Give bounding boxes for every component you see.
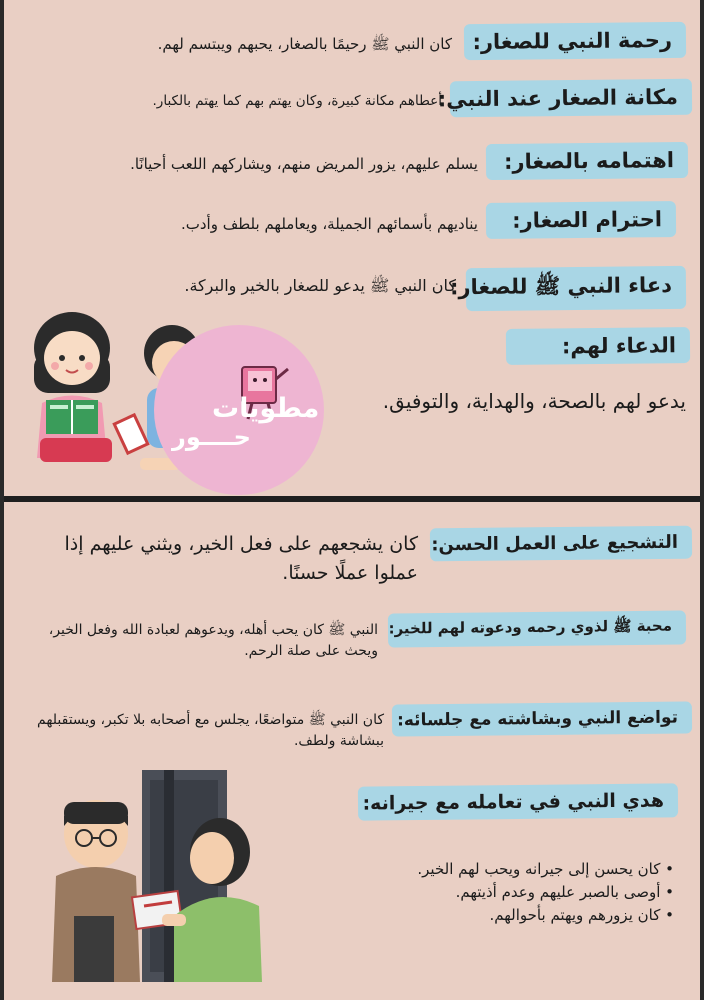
- text-love-for-kin: النبي ﷺ كان يحب أهله، ويدعوهم لعبادة الله وفعل الخير، ويحث على صلة الرحم.: [48, 622, 378, 659]
- label-status-of-children: مكانة الصغار عند النبي:: [450, 79, 692, 118]
- bullet-item: • كان يزورهم ويهتم بأحوالهم.: [417, 904, 674, 927]
- label-neighbors-guidance: هدي النبي في تعامله مع جيرانه:: [358, 783, 678, 820]
- text-status-of-children: أعطاهم مكانة كبيرة، وكان يهتم بهم كما يهتم بالكبار.: [152, 93, 442, 109]
- label-love-for-kin: محبة ﷺ لذوي رحمه ودعوته لهم للخير:: [388, 610, 686, 647]
- text-prayer-for-them: يدعو لهم بالصحة، والهداية، والتوفيق.: [382, 389, 686, 413]
- text-respect-children: يناديهم بأسمائهم الجميلة، ويعاملهم بلطف وأدب.: [180, 215, 478, 233]
- logo-word-1: مطويات: [212, 393, 320, 424]
- poster-page: [4, 0, 700, 1000]
- text-encourage-good-deeds: كان يشجعهم على فعل الخير، ويثني عليهم إذا عملوا عملًا حسنًا.: [64, 533, 418, 584]
- label-care-for-children: اهتمامه بالصغار:: [486, 142, 688, 180]
- bullet-item: • كان يحسن إلى جيرانه ويحب لهم الخير.: [417, 858, 674, 881]
- label-mercy-to-children: رحمة النبي للصغار:: [464, 22, 686, 60]
- neighbors-bullet-list: [417, 858, 674, 927]
- label-respect-children: احترام الصغار:: [486, 201, 676, 239]
- label-encourage-good-deeds: التشجيع على العمل الحسن:: [430, 526, 692, 562]
- label-prayer-for-them: الدعاء لهم:: [506, 327, 690, 365]
- text-mercy-to-children: كان النبي ﷺ رحيمًا بالصغار، يحبهم ويبتسم لهم.: [157, 35, 452, 53]
- section-divider: [4, 496, 700, 502]
- text-care-for-children: يسلم عليهم، يزور المريض منهم، ويشاركهم اللعب أحيانًا.: [130, 155, 478, 173]
- text-prophet-prayer-children: كان النبي ﷺ يدعو للصغار بالخير والبركة.: [184, 276, 456, 295]
- neighbors-door-illustration: [44, 766, 284, 996]
- text-humility-and-cheerfulness: كان النبي ﷺ متواضعًا، يجلس مع أصحابه بلا تكبر، ويستقبلهم ببشاشة ولطف.: [37, 712, 384, 749]
- brand-logo: [154, 325, 324, 495]
- logo-word-2: حــــور: [172, 423, 251, 451]
- label-humility-and-cheerfulness: تواضع النبي وبشاشته مع جلسائه:: [392, 701, 692, 736]
- bullet-item: • أوصى بالصبر عليهم وعدم أذيتهم.: [417, 881, 674, 904]
- label-prophet-prayer-children: دعاء النبي ﷺ للصغار:: [466, 266, 686, 311]
